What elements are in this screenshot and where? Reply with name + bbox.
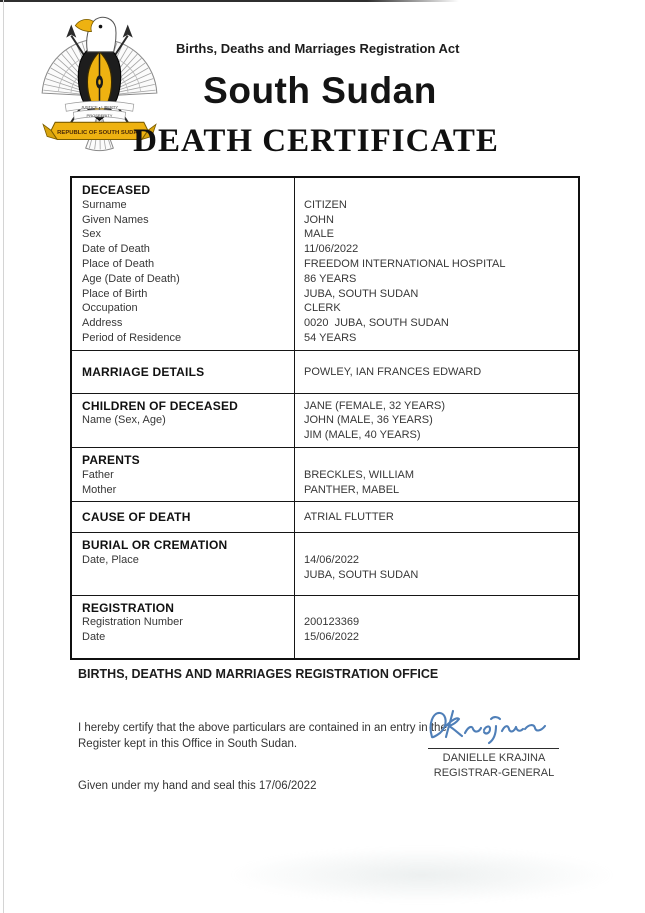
motto-scrolls: [65, 101, 134, 119]
faint-watermark: [233, 848, 611, 902]
field-label: Place of Death: [82, 257, 155, 270]
field-label: Address: [82, 317, 123, 330]
svg-text:JUSTICE • LIBERTY: JUSTICE • LIBERTY: [80, 104, 119, 110]
cause-values: [294, 502, 578, 532]
cause-labels: [72, 502, 294, 532]
table-section-deceased: [72, 178, 578, 350]
table-section-children: [72, 393, 578, 447]
given-under-hand-text: Given under my hand and seal this 17/06/2022: [78, 780, 317, 792]
field-label: Period of Residence: [82, 331, 182, 344]
parents-values: [294, 448, 578, 501]
field-value: 15/06/2022: [304, 631, 360, 644]
field-label: Sex: [82, 228, 101, 241]
scan-artifact-top-line: [0, 0, 540, 2]
table-section-parents: [72, 447, 578, 501]
field-label: Age (Date of Death): [82, 272, 180, 285]
field-value: 11/06/2022: [304, 243, 359, 256]
registration-labels: [72, 596, 294, 658]
field-label: Date: [82, 631, 106, 644]
field-value: JOHN: [304, 213, 334, 226]
field-value: CLERK: [304, 302, 341, 315]
field-value: POWLEY, IAN FRANCES EDWARD: [304, 365, 482, 378]
deceased-labels: [72, 178, 294, 350]
field-label: Date of Death: [82, 243, 150, 256]
registrar-signature-icon: [424, 704, 564, 748]
parents-labels: [72, 448, 294, 501]
children-labels: [72, 394, 294, 447]
field-value: JIM (MALE, 40 YEARS): [304, 429, 421, 442]
field-value: CITIZEN: [304, 198, 347, 211]
section-header: REGISTRATION: [82, 600, 175, 615]
signatory-title: REGISTRAR-GENERAL: [433, 767, 555, 779]
field-value: JANE (FEMALE, 32 YEARS): [304, 399, 446, 412]
field-value: 14/06/2022: [304, 553, 360, 566]
certificate-table: [70, 176, 580, 660]
table-section-burial: [72, 532, 578, 594]
children-values: [294, 394, 578, 447]
field-value: JUBA, SOUTH SUDAN: [304, 287, 419, 300]
scan-artifact-left-line: [3, 0, 4, 913]
spacer: [304, 453, 570, 468]
field-label: Occupation: [82, 302, 138, 315]
field-label: Surname: [82, 198, 127, 211]
section-header: DECEASED: [82, 183, 151, 197]
certification-statement: I hereby certify that the above particulars are contained in an entry in the Register kept in this Office in South Sudan.: [78, 722, 447, 750]
spacer: [82, 568, 286, 583]
field-value: 86 YEARS: [304, 272, 357, 285]
field-label: Place of Birth: [82, 287, 148, 300]
deceased-values: [294, 178, 578, 350]
field-value: 0020 JUBA, SOUTH SUDAN: [304, 317, 449, 330]
signatory-name: DANIELLE KRAJINA: [442, 752, 546, 764]
signature-line: [428, 748, 559, 749]
field-value: JOHN (MALE, 36 YEARS): [304, 414, 433, 427]
field-value: BRECKLES, WILLIAM: [304, 468, 415, 481]
section-header: BURIAL OR CREMATION: [82, 538, 228, 553]
country-title: South Sudan: [203, 70, 437, 111]
spacer: [304, 183, 570, 198]
field-label: Given Names: [82, 213, 149, 226]
field-label: Date, Place: [82, 553, 139, 566]
section-header: MARRIAGE DETAILS: [82, 364, 205, 379]
field-value: PANTHER, MABEL: [304, 483, 400, 496]
section-header: PARENTS: [82, 452, 140, 467]
section-header: CHILDREN OF DECEASED: [82, 398, 239, 413]
field-value: 200123369: [304, 616, 360, 629]
field-value: 54 YEARS: [304, 331, 357, 344]
marriage-values: [294, 351, 578, 393]
table-section-marriage: [72, 350, 578, 393]
field-value: JUBA, SOUTH SUDAN: [304, 568, 419, 581]
burial-labels: [72, 533, 294, 594]
field-value: MALE: [304, 228, 334, 241]
registration-values: [294, 596, 578, 658]
field-value: FREEDOM INTERNATIONAL HOSPITAL: [304, 257, 506, 270]
field-label: Mother: [82, 483, 117, 496]
field-value: ATRIAL FLUTTER: [304, 511, 394, 524]
table-section-registration: [72, 595, 578, 658]
marriage-labels: [72, 351, 294, 393]
spacer: [304, 601, 570, 616]
field-label: Name (Sex, Age): [82, 414, 166, 427]
office-heading: BIRTHS, DEATHS AND MARRIAGES REGISTRATION OFFICE: [78, 667, 439, 681]
field-label: Registration Number: [82, 616, 183, 629]
svg-text:PROSPERITY: PROSPERITY: [86, 112, 113, 118]
field-label: Father: [82, 468, 114, 481]
svg-text:REPUBLIC OF SOUTH SUDAN: REPUBLIC OF SOUTH SUDAN: [57, 129, 143, 136]
burial-values: [294, 533, 578, 594]
spacer: [82, 428, 286, 443]
table-section-cause: [72, 501, 578, 532]
document-title: DEATH CERTIFICATE: [133, 123, 499, 159]
spacer: [304, 538, 570, 553]
section-header: CAUSE OF DEATH: [82, 510, 191, 525]
act-title: Births, Deaths and Marriages Registration Act: [176, 41, 460, 56]
